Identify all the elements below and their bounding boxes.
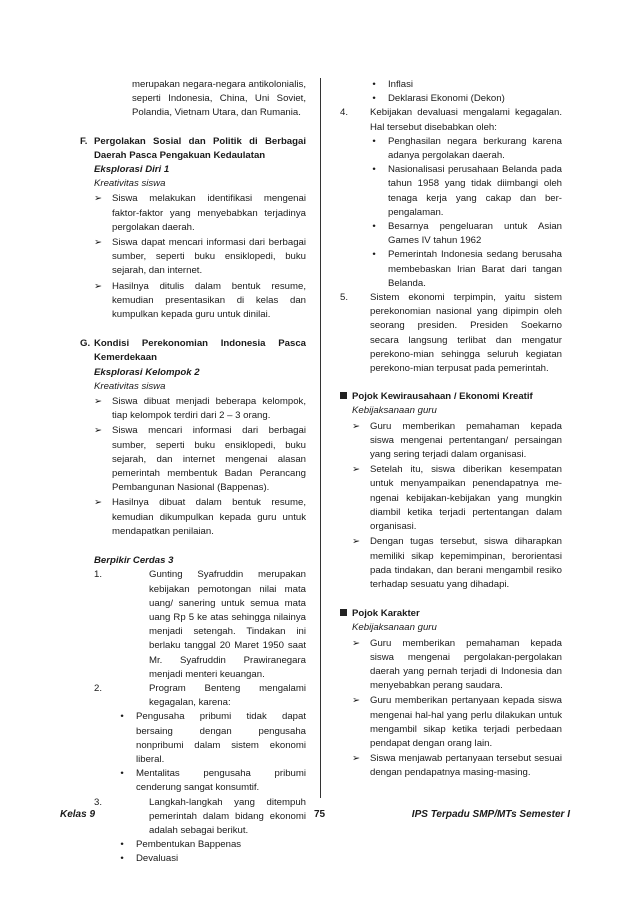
bullet-item: • Nasionalisasi perusahaan Belanda pada tahun 1958 yang tidak diimbangi oleh tenaga kerja yang cakap dan ber-pengalaman. [360, 163, 562, 220]
pojok-kewirausahaan-sub: Kebijaksanaan guru [352, 405, 437, 417]
bullet-icon: • [372, 249, 376, 261]
bullet-icon: • [120, 853, 124, 865]
section-f-title: Pergolakan Sosial dan Politik di Berbagai Daerah Pasca Pengakuan Kedaulatan [94, 135, 306, 161]
arrow-bullet-icon: ➢ [352, 753, 361, 765]
page-number: 75 [314, 809, 326, 820]
list-item: ➢ Hasilnya dibuat dalam bentuk resume, kemudian dikumpulkan kepada guru untuk mendapatkan penilaian. [94, 496, 306, 539]
bullet-item: • Deklarasi Ekonomi (Dekon) [360, 92, 562, 106]
bullet-icon: • [120, 839, 124, 851]
bullet-item: • Devaluasi [108, 852, 306, 866]
pojok-kewirausahaan [340, 390, 562, 592]
section-g-title: Kondisi Perekonomian Indonesia Pasca Kemerdekaan [94, 338, 306, 364]
section-f-kreativitas: Kreativitas siswa [94, 178, 166, 190]
numbered-item: 2. Program Benteng mengalami kegagalan, karena: [94, 682, 306, 709]
section-f-subtitle: Eksplorasi Diri 1 [94, 164, 170, 176]
intro-paragraph: merupakan negara-negara antikolonialis, seperti Indonesia, China, Uni Soviet, Polandia, Vietnam Utara, dan Rumania. [132, 79, 306, 119]
numbered-item: 1. Gunting Syafruddin merupakan kebijakan pemotongan nilai mata uang/ sanering untuk semua mata uang Rp 5 ke atas sehingga nilainya menjadi setengah. Tindakan ini berlaku tanggal 20 Maret 1950 saat Mr. Syafruddin Prawiranegara menjadi menteri keuangan. [94, 569, 306, 680]
square-bullet-icon [340, 392, 347, 399]
bullet-item: • Pembentukan Bappenas [108, 838, 306, 852]
list-item: ➢ Hasilnya ditulis dalam bentuk resume, kemudian presentasikan di kelas dan kumpulkan kepada guru untuk dinilai. [94, 280, 306, 323]
section-g [80, 337, 306, 539]
bullet-icon: • [120, 711, 124, 723]
bullet-icon: • [372, 221, 376, 233]
arrow-bullet-icon: ➢ [94, 193, 103, 205]
footer-book-title: IPS Terpadu SMP/MTs Semester I [411, 809, 570, 820]
bullet-item: • Pengusaha pribumi tidak dapat bersaing dengan pengusaha nonpribumi dalam sistem ekonomi liberal. [108, 710, 306, 767]
square-bullet-icon [340, 609, 347, 616]
arrow-bullet-icon: ➢ [352, 420, 361, 432]
arrow-bullet-icon: ➢ [94, 237, 103, 249]
list-item: ➢ Siswa mencari informasi dari berbagai sumber, seperti buku ensiklopedi, buku sejarah, dan internet mengenai alasan pemerintah membentuk Badan Perancang Pembangunan Nasional (Bappenas). [94, 424, 306, 495]
section-f [80, 135, 306, 323]
arrow-bullet-icon: ➢ [94, 396, 103, 408]
bullet-icon: • [372, 135, 376, 147]
section-g-subtitle: Eksplorasi Kelompok 2 [94, 366, 200, 378]
arrow-bullet-icon: ➢ [352, 464, 361, 476]
footer-class: Kelas 9 [60, 809, 96, 820]
bullet-icon: • [372, 79, 376, 90]
berpikir-cerdas [80, 554, 306, 866]
arrow-bullet-icon: ➢ [352, 536, 361, 548]
arrow-bullet-icon: ➢ [352, 695, 361, 707]
numbered-item: 4. Kebijakan devaluasi mengalami kegagalan. Hal tersebut disebabkan oleh: [340, 107, 562, 133]
berpikir-cerdas-title: Berpikir Cerdas 3 [94, 555, 174, 567]
numbered-item: 5. Sistem ekonomi terpimpin, yaitu sistem perekonomian nasional yang dipimpin oleh seorang presiden. Presiden Soekarno secara langsung terlibat dan mengatur perekono-mian sehingga seluruh kegiatan perekono-mian terpusat pada pemerintah. [340, 292, 562, 375]
arrow-bullet-icon: ➢ [94, 497, 103, 509]
pojok-karakter-sub: Kebijaksanaan guru [352, 622, 437, 634]
list-item: ➢ Siswa melakukan identifikasi mengenai faktor-faktor yang menyebabkan terjadinya pergolakan daerah. [94, 192, 306, 235]
bullet-item: • Pemerintah Indonesia sedang berusaha membebaskan Irian Barat dari tangan Belanda. [360, 248, 562, 291]
list-item: ➢ Siswa menjawab pertanyaan tersebut sesuai dengan pendapatnya masing-masing. [352, 752, 562, 780]
arrow-bullet-icon: ➢ [352, 637, 361, 649]
list-item: ➢ Guru memberikan pemahaman kepada siswa mengenai pergolakan-pergolakan daerah yang pernah terjadi di Indonesia dan menyebabkan perang saudara. [352, 637, 562, 694]
list-item: ➢ Dengan tugas tersebut, siswa diharapkan memiliki sikap kepemimpinan, berorientasi pada tindakan, dan berani mengambil resiko terhadap sesuatu yang dihadapi. [352, 535, 562, 592]
bullet-item: • Mentalitas pengusaha pribumi cenderung sangat konsumtif. [108, 767, 306, 795]
list-item: ➢ Guru memberikan pemahaman kepada siswa mengenai pertentangan/ persaingan yang sering terjadi dalam organisasi. [352, 420, 562, 463]
list-item: ➢ Guru memberikan pertanyaan kepada siswa mengenai hal-hal yang perlu dilakukan untuk mengambil sikap ketika terjadi perbedaan pendapat dengan orang lain. [352, 694, 562, 751]
bullet-item: • Penghasilan negara berkurang karena adanya pergolakan daerah. [360, 135, 562, 163]
column-divider [320, 78, 321, 798]
left-column [80, 78, 306, 867]
list-item: ➢ Siswa dapat mencari informasi dari berbagai sumber, seperti buku ensiklopedi, buku sejarah, dan internet. [94, 236, 306, 279]
arrow-bullet-icon: ➢ [94, 425, 103, 437]
pojok-karakter [340, 607, 562, 780]
pojok-kewirausahaan-heading: Pojok Kewirausahaan / Ekonomi Kreatif [340, 390, 562, 404]
bullet-item: • Inflasi [360, 78, 562, 92]
bullet-item: • Besarnya pengeluaran untuk Asian Games IV tahun 1962 [360, 220, 562, 248]
arrow-bullet-icon: ➢ [94, 280, 103, 292]
list-item: ➢ Siswa dibuat menjadi beberapa kelompok, tiap kelompok terdiri dari 2 – 3 orang. [94, 395, 306, 423]
section-g-heading: G. Kondisi Perekonomian Indonesia Pasca Kemerdekaan [80, 337, 306, 365]
numbered-item: 3. Langkah-langkah yang ditempuh pemerintah dalam bidang ekonomi adalah sebagai berikut. [94, 796, 306, 836]
bullet-icon: • [372, 164, 376, 176]
section-g-kreativitas: Kreativitas siswa [94, 380, 166, 392]
list-item: ➢ Setelah itu, siswa diberikan kesempatan untuk menyampaikan penendapatnya me-ngenai kebijakan-kebijakan yang mungkin diambil ketika terjadi pertentangan dalam organisasi. [352, 463, 562, 534]
bullet-icon: • [372, 93, 376, 105]
pojok-karakter-heading: Pojok Karakter [340, 607, 562, 621]
section-f-heading: F. Pergolakan Sosial dan Politik di Berbagai Daerah Pasca Pengakuan Kedaulatan [80, 135, 306, 163]
right-column [340, 78, 562, 782]
bullet-icon: • [120, 768, 124, 780]
